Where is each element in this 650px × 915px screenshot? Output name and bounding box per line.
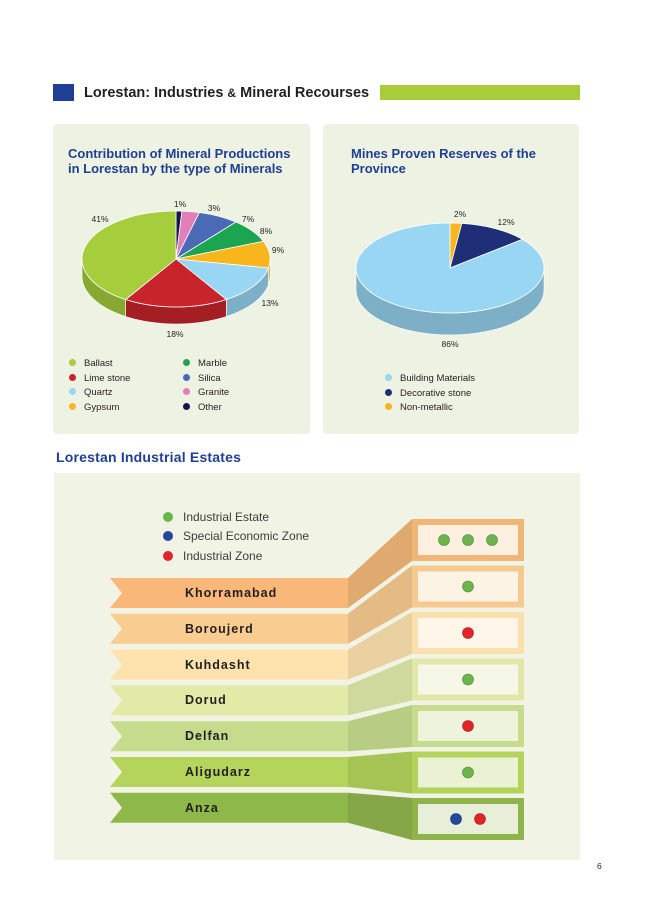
pie1-label-5: 13% xyxy=(261,298,279,308)
estates-section-title: Lorestan Industrial Estates xyxy=(56,449,242,465)
estate-dot-icon xyxy=(439,535,450,546)
legend-label: Ballast xyxy=(84,358,113,369)
estate-dot-icon xyxy=(463,535,474,546)
estate-dot-icon xyxy=(463,767,474,778)
pie2-label-1: 12% xyxy=(497,217,515,227)
key-label: Industrial Estate xyxy=(183,510,270,524)
pie2-title-line1: Mines Proven Reserves of the xyxy=(351,146,536,161)
title-part2: Mineral Recourses xyxy=(240,85,370,101)
estate-name-kuhdasht: Kuhdasht xyxy=(185,657,251,672)
pie1-label-0: 1% xyxy=(173,199,187,209)
ribbon-dorud xyxy=(110,685,348,715)
pie1-label-1: 3% xyxy=(207,203,221,213)
page-number: 6 xyxy=(597,861,602,871)
estate-dot-icon xyxy=(463,674,474,685)
pie1-label-6: 18% xyxy=(166,329,184,339)
legend-label: Other xyxy=(198,401,222,413)
legend-label: Decorative stone xyxy=(400,387,472,399)
estate-box-inner-6 xyxy=(418,804,518,834)
estate-name-dorud: Dorud xyxy=(185,693,227,708)
legend-label: Quartz xyxy=(84,387,113,398)
estate-dot-icon xyxy=(463,628,474,639)
legend-label: Silica xyxy=(198,372,221,384)
estate-name-boroujerd: Boroujerd xyxy=(185,621,254,636)
pie2-label-2: 86% xyxy=(441,339,459,349)
connector-5 xyxy=(348,752,412,794)
pie1-label-3: 8% xyxy=(259,226,273,236)
estate-name-delfan: Delfan xyxy=(185,729,230,744)
legend-label: Non-metallic xyxy=(400,402,453,413)
pie2-title-line2: Province xyxy=(351,161,406,176)
title-part1: Lorestan: Industries xyxy=(84,85,224,101)
legend-label: Marble xyxy=(198,358,228,369)
ribbon-anza xyxy=(110,793,348,823)
pie1-title-line1: Contribution of Mineral Productions xyxy=(68,146,291,161)
legend-label: Gypsum xyxy=(84,401,120,413)
estate-dot-icon xyxy=(451,814,462,825)
legend-label: Lime stone xyxy=(84,372,131,384)
key-label: Industrial Zone xyxy=(183,548,263,563)
estate-dot-icon xyxy=(463,581,474,592)
connector-6 xyxy=(348,793,412,840)
estate-dot-icon xyxy=(487,535,498,546)
title-ampersand: & xyxy=(227,86,237,100)
legend-label: Granite xyxy=(198,387,230,398)
pie1-label-2: 7% xyxy=(241,214,255,224)
pie2-label-0: 2% xyxy=(453,209,467,219)
pie1-label-7: 41% xyxy=(91,214,109,224)
estate-dot-icon xyxy=(475,814,486,825)
estate-name-anza: Anza xyxy=(185,800,219,815)
pie1-label-4: 9% xyxy=(271,245,285,255)
key-label: Special Economic Zone xyxy=(183,529,310,544)
pie1-title-line2: in Lorestan by the type of Minerals xyxy=(68,161,283,176)
legend-label: Building Materials xyxy=(400,373,475,384)
estate-name-aligudarz: Aligudarz xyxy=(185,765,251,779)
estate-name-khorramabad: Khorramabad xyxy=(185,586,278,600)
estate-dot-icon xyxy=(463,721,474,732)
